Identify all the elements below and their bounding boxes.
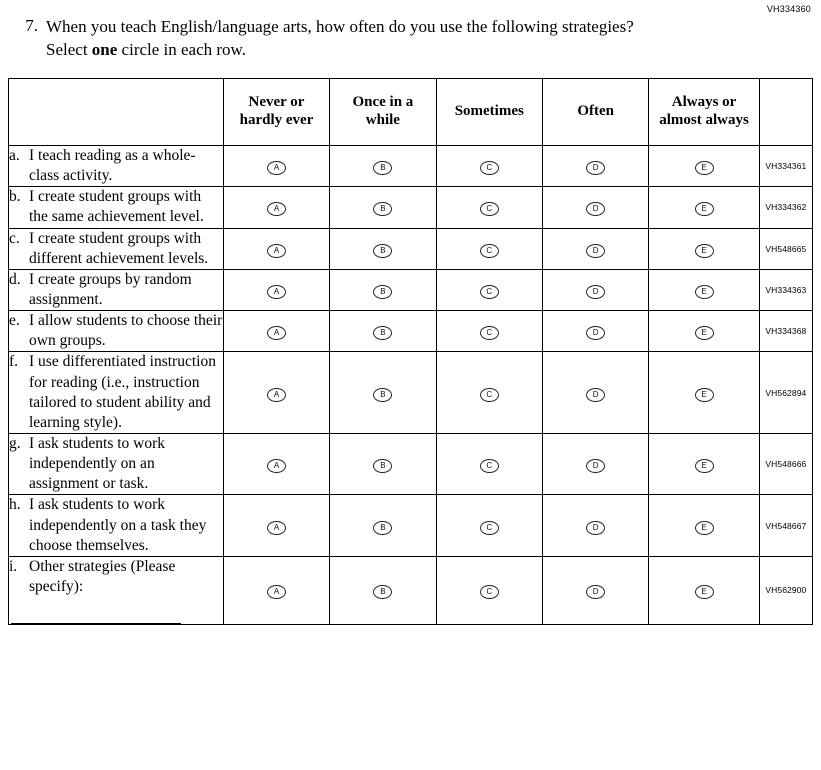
option-i-once-in-a-while[interactable] xyxy=(330,556,436,624)
option-g-never-or-hardly-ever[interactable] xyxy=(223,433,329,494)
radio-bubble[interactable]: A xyxy=(267,202,286,216)
option-b-often[interactable] xyxy=(542,187,648,228)
option-d-once-in-a-while[interactable] xyxy=(330,269,436,310)
radio-bubble[interactable]: C xyxy=(480,161,499,175)
radio-bubble[interactable]: C xyxy=(480,326,499,340)
table-row xyxy=(9,228,813,269)
item-letter: a. xyxy=(9,147,20,164)
radio-bubble[interactable]: D xyxy=(586,244,605,258)
radio-bubble[interactable]: D xyxy=(586,285,605,299)
radio-bubble[interactable]: A xyxy=(267,326,286,340)
radio-bubble[interactable]: B xyxy=(373,202,392,216)
radio-bubble[interactable]: D xyxy=(586,521,605,535)
radio-bubble[interactable]: B xyxy=(373,244,392,258)
item-letter: e. xyxy=(9,312,20,330)
option-b-once-in-a-while[interactable] xyxy=(330,187,436,228)
header-sometimes: Sometimes xyxy=(436,79,542,146)
option-g-once-in-a-while[interactable] xyxy=(330,433,436,494)
item-label-i xyxy=(9,556,224,624)
radio-bubble[interactable]: C xyxy=(480,285,499,299)
item-label-g xyxy=(9,433,224,494)
radio-bubble[interactable]: E xyxy=(695,244,714,258)
header-items xyxy=(9,79,224,146)
survey-table xyxy=(8,78,813,625)
option-h-once-in-a-while[interactable] xyxy=(330,495,436,556)
item-letter: f. xyxy=(9,353,19,371)
item-label-b xyxy=(9,187,224,228)
option-c-sometimes[interactable] xyxy=(436,228,542,269)
option-g-often[interactable] xyxy=(542,433,648,494)
radio-bubble[interactable]: E xyxy=(695,326,714,340)
radio-bubble[interactable]: A xyxy=(267,244,286,258)
radio-bubble[interactable]: B xyxy=(373,161,392,175)
item-id: VH562900 xyxy=(759,556,812,624)
item-id: VH562894 xyxy=(759,352,812,434)
item-text: I teach reading as a whole-class activity. xyxy=(29,147,196,185)
option-h-sometimes[interactable] xyxy=(436,495,542,556)
item-label-f xyxy=(9,352,224,434)
radio-bubble[interactable]: A xyxy=(267,285,286,299)
option-a-always-or-almost-always[interactable] xyxy=(649,146,759,187)
option-f-never-or-hardly-ever[interactable] xyxy=(223,352,329,434)
table-row xyxy=(9,311,813,352)
item-letter: b. xyxy=(9,188,21,206)
item-text: I create groups by random assignment. xyxy=(29,270,192,308)
option-b-sometimes[interactable] xyxy=(436,187,542,228)
radio-bubble[interactable]: C xyxy=(480,202,499,216)
option-e-once-in-a-while[interactable] xyxy=(330,311,436,352)
radio-bubble[interactable]: D xyxy=(586,585,605,599)
option-c-once-in-a-while[interactable] xyxy=(330,228,436,269)
item-letter: d. xyxy=(9,270,21,288)
radio-bubble[interactable]: A xyxy=(267,521,286,535)
table-row xyxy=(9,187,813,228)
radio-bubble[interactable]: B xyxy=(373,326,392,340)
option-d-often[interactable] xyxy=(542,269,648,310)
instruction-pre: Select xyxy=(46,39,92,59)
radio-bubble[interactable]: A xyxy=(267,388,286,402)
option-c-never-or-hardly-ever[interactable] xyxy=(223,228,329,269)
radio-bubble[interactable]: C xyxy=(480,459,499,473)
radio-bubble[interactable]: E xyxy=(695,388,714,402)
header-once-in-a-while: Once in a while xyxy=(330,79,436,146)
item-label-a xyxy=(9,146,224,187)
option-f-always-or-almost-always[interactable] xyxy=(649,352,759,434)
option-a-once-in-a-while[interactable] xyxy=(330,146,436,187)
table-row xyxy=(9,433,813,494)
item-text: I create student groups with different achievement levels. xyxy=(29,229,209,267)
item-text: I use differentiated instruction for reading (i.e., instruction tailored to student ability and learning style). xyxy=(29,353,216,431)
radio-bubble[interactable]: D xyxy=(586,326,605,340)
item-text: I create student groups with the same achievement level. xyxy=(29,188,204,226)
option-f-once-in-a-while[interactable] xyxy=(330,352,436,434)
item-text: I allow students to choose their own groups. xyxy=(29,312,223,350)
table-row xyxy=(9,146,813,187)
item-text: I ask students to work independently on a task they choose themselves. xyxy=(29,496,207,554)
radio-bubble[interactable]: D xyxy=(586,161,605,175)
item-text: Other strategies (Please specify): xyxy=(29,557,176,595)
header-item-id xyxy=(759,79,812,146)
item-label-h xyxy=(9,495,224,556)
radio-bubble[interactable]: E xyxy=(695,521,714,535)
question-instruction xyxy=(46,39,634,62)
radio-bubble[interactable]: A xyxy=(267,585,286,599)
page-identifier: VH334360 xyxy=(766,4,811,14)
option-i-never-or-hardly-ever[interactable] xyxy=(223,556,329,624)
option-d-sometimes[interactable] xyxy=(436,269,542,310)
table-row xyxy=(9,269,813,310)
radio-bubble[interactable]: C xyxy=(480,244,499,258)
option-i-sometimes[interactable] xyxy=(436,556,542,624)
item-label-e xyxy=(9,311,224,352)
item-id: VH548667 xyxy=(759,495,812,556)
option-f-sometimes[interactable] xyxy=(436,352,542,434)
radio-bubble[interactable]: E xyxy=(695,459,714,473)
option-f-often[interactable] xyxy=(542,352,648,434)
radio-bubble[interactable]: B xyxy=(373,585,392,599)
item-id: VH334362 xyxy=(759,187,812,228)
radio-bubble[interactable]: A xyxy=(267,161,286,175)
item-letter: c. xyxy=(9,229,20,247)
option-i-always-or-almost-always[interactable] xyxy=(649,556,759,624)
header-never-or-hardly-ever: Never or hardly ever xyxy=(223,79,329,146)
item-letter: g. xyxy=(9,434,21,452)
header-often: Often xyxy=(542,79,648,146)
header-always-or-almost-always: Always or almost always xyxy=(649,79,759,146)
option-d-never-or-hardly-ever[interactable] xyxy=(223,269,329,310)
item-id: VH334361 xyxy=(759,146,812,187)
question-prompt xyxy=(18,16,778,62)
item-letter: i. xyxy=(9,557,18,575)
question-number: 7. xyxy=(25,16,38,35)
radio-bubble[interactable]: D xyxy=(586,459,605,473)
radio-bubble[interactable]: C xyxy=(480,521,499,535)
option-a-often[interactable] xyxy=(542,146,648,187)
radio-bubble[interactable]: E xyxy=(695,161,714,175)
option-a-never-or-hardly-ever[interactable] xyxy=(223,146,329,187)
table-row xyxy=(9,352,813,434)
option-a-sometimes[interactable] xyxy=(436,146,542,187)
option-c-always-or-almost-always[interactable] xyxy=(649,228,759,269)
radio-bubble[interactable]: C xyxy=(480,585,499,599)
question-text: When you teach English/language arts, how often do you use the following strategies? xyxy=(46,17,634,36)
option-h-often[interactable] xyxy=(542,495,648,556)
radio-bubble[interactable]: B xyxy=(373,459,392,473)
option-c-often[interactable] xyxy=(542,228,648,269)
radio-bubble[interactable]: B xyxy=(373,388,392,402)
table-row xyxy=(9,556,813,624)
item-text: I ask students to work independently on an assignment or task. xyxy=(29,434,166,493)
item-label-d xyxy=(9,269,224,310)
option-g-always-or-almost-always[interactable] xyxy=(649,433,759,494)
option-b-always-or-almost-always[interactable] xyxy=(649,187,759,228)
option-e-often[interactable] xyxy=(542,311,648,352)
option-i-often[interactable] xyxy=(542,556,648,624)
item-id: VH334368 xyxy=(759,311,812,352)
item-label-c xyxy=(9,228,224,269)
radio-bubble[interactable]: C xyxy=(480,388,499,402)
table-row xyxy=(9,495,813,556)
other-strategies-input[interactable] xyxy=(11,607,181,624)
option-h-never-or-hardly-ever[interactable] xyxy=(223,495,329,556)
radio-bubble[interactable]: E xyxy=(695,202,714,216)
radio-bubble[interactable]: D xyxy=(586,202,605,216)
radio-bubble[interactable]: B xyxy=(373,521,392,535)
option-g-sometimes[interactable] xyxy=(436,433,542,494)
radio-bubble[interactable]: A xyxy=(267,459,286,473)
radio-bubble[interactable]: B xyxy=(373,285,392,299)
option-d-always-or-almost-always[interactable] xyxy=(649,269,759,310)
item-id: VH548666 xyxy=(759,433,812,494)
instruction-emphasis: one xyxy=(91,39,118,59)
option-e-sometimes[interactable] xyxy=(436,311,542,352)
radio-bubble[interactable]: D xyxy=(586,388,605,402)
table-header-row xyxy=(9,79,813,146)
radio-bubble[interactable]: E xyxy=(695,285,714,299)
item-id: VH548665 xyxy=(759,228,812,269)
item-id: VH334363 xyxy=(759,269,812,310)
option-b-never-or-hardly-ever[interactable] xyxy=(223,187,329,228)
item-letter: h. xyxy=(9,496,21,514)
radio-bubble[interactable]: E xyxy=(695,585,714,599)
option-e-never-or-hardly-ever[interactable] xyxy=(223,311,329,352)
instruction-post: circle in each row. xyxy=(117,39,246,59)
option-h-always-or-almost-always[interactable] xyxy=(649,495,759,556)
option-e-always-or-almost-always[interactable] xyxy=(649,311,759,352)
